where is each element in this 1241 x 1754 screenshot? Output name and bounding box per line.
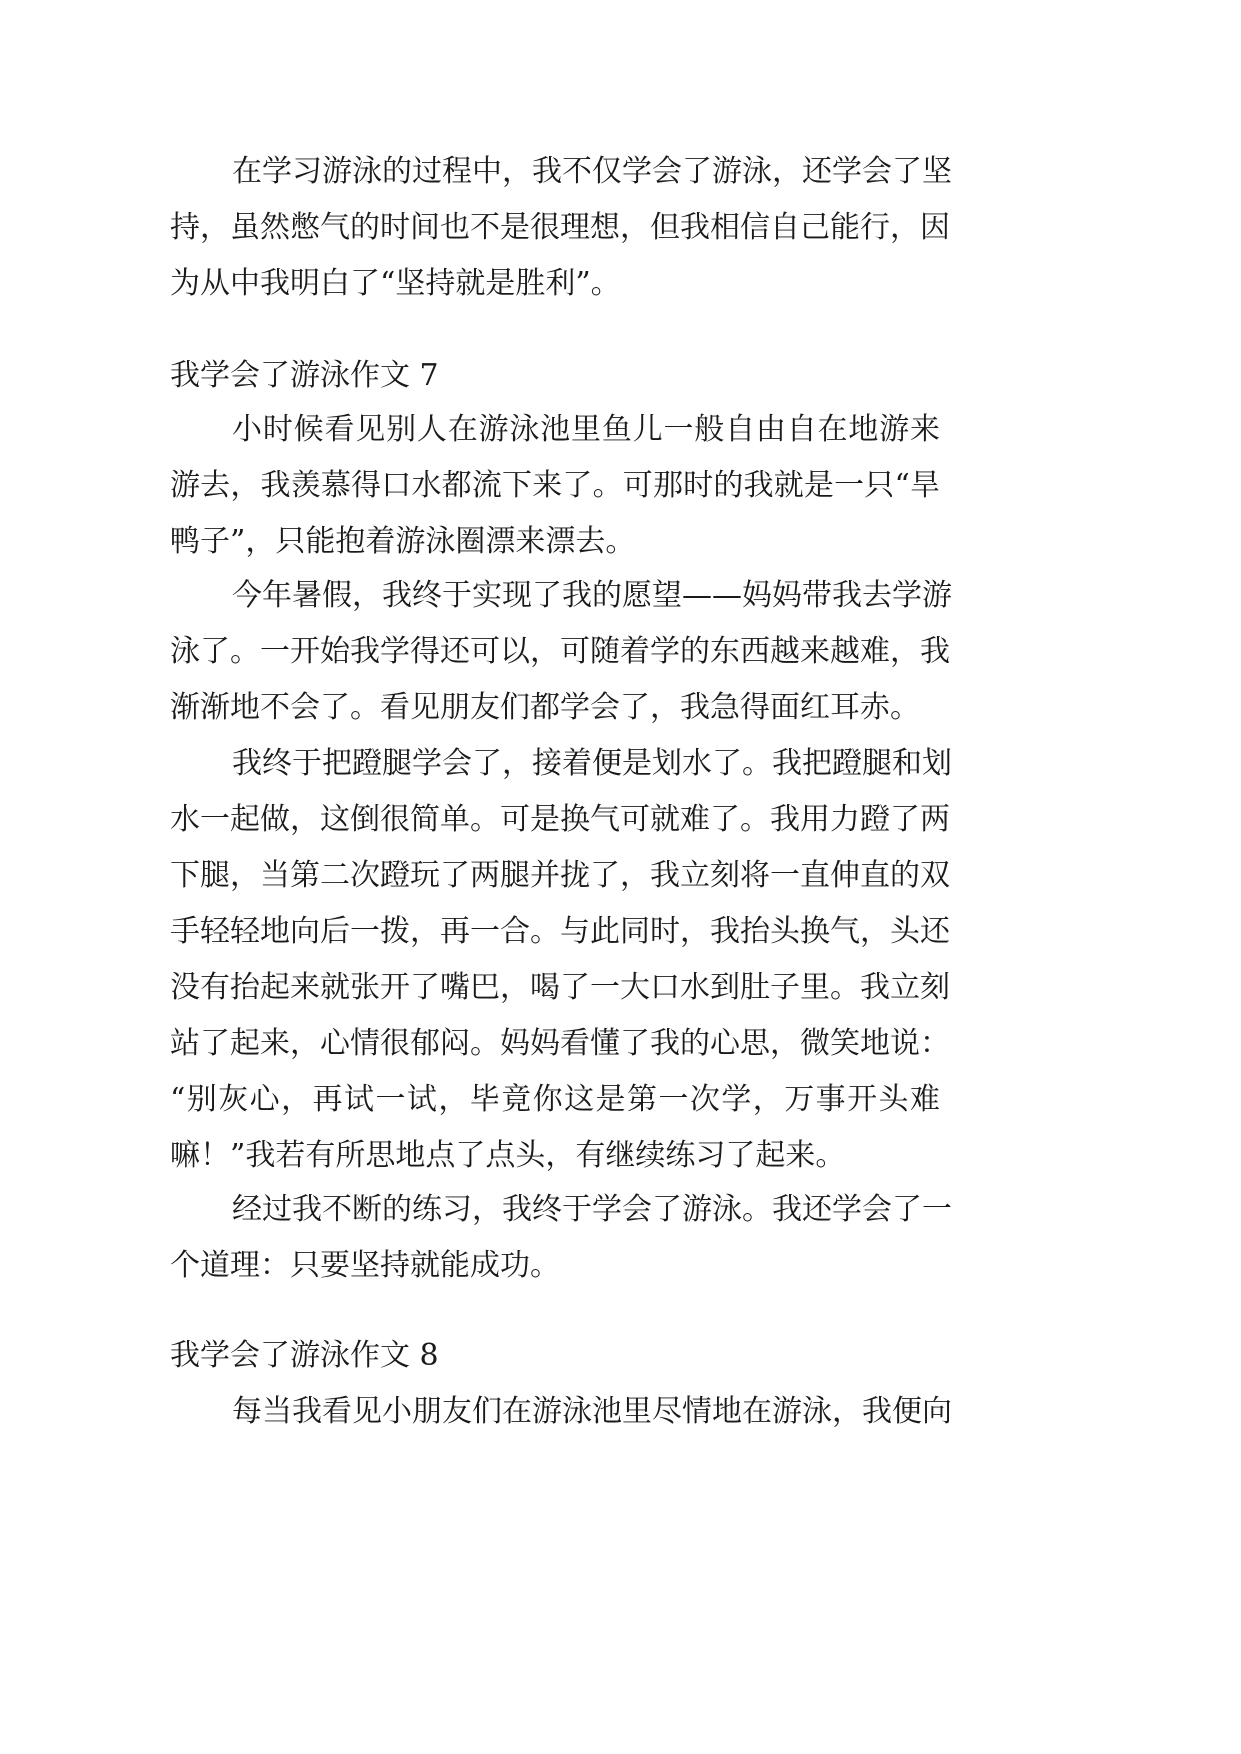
- section-heading: 我学会了游泳作文 7: [170, 358, 439, 393]
- paragraph-line: 手轻轻地向后一拨，再一合。与此同时，我抬头换气，头还: [170, 914, 950, 949]
- paragraph-line: 泳了。一开始我学得还可以，可随着学的东西越来越难，我: [170, 634, 950, 669]
- paragraph-line: 为从中我明白了“坚持就是胜利”。: [170, 266, 621, 301]
- paragraph-line: 站了起来，心情很郁闷。妈妈看懂了我的心思，微笑地说：: [170, 1026, 950, 1061]
- paragraph-line: 水一起做，这倒很简单。可是换气可就难了。我用力蹬了两: [170, 802, 950, 837]
- paragraph-line: 小时候看见别人在游泳池里鱼儿一般自由自在地游来: [232, 412, 940, 447]
- paragraph-line: 持，虽然憋气的时间也不是很理想，但我相信自己能行，因: [170, 210, 950, 245]
- paragraph-line: 今年暑假，我终于实现了我的愿望——妈妈带我去学游: [232, 578, 952, 613]
- paragraph-line: 嘛！”我若有所思地点了点头，有继续练习了起来。: [170, 1138, 846, 1173]
- paragraph-line: 游去，我羡慕得口水都流下来了。可那时的我就是一只“旱: [170, 468, 940, 503]
- paragraph-line: “别灰心，再试一试，毕竟你这是第一次学，万事开头难: [170, 1082, 940, 1117]
- paragraph-line: 在学习游泳的过程中，我不仅学会了游泳，还学会了坚: [232, 154, 952, 189]
- paragraph-line: 经过我不断的练习，我终于学会了游泳。我还学会了一: [232, 1192, 952, 1227]
- paragraph-line: 渐渐地不会了。看见朋友们都学会了，我急得面红耳赤。: [170, 690, 920, 725]
- paragraph-line: 没有抬起来就张开了嘴巴，喝了一大口水到肚子里。我立刻: [170, 970, 950, 1005]
- paragraph-line: 鸭子”，只能抱着游泳圈漂来漂去。: [170, 524, 636, 559]
- section-heading: 我学会了游泳作文 8: [170, 1338, 439, 1373]
- paragraph-line: 下腿，当第二次蹬玩了两腿并拢了，我立刻将一直伸直的双: [170, 858, 950, 893]
- paragraph-line: 每当我看见小朋友们在游泳池里尽情地在游泳，我便向: [232, 1394, 952, 1429]
- paragraph-line: 个道理：只要坚持就能成功。: [170, 1248, 560, 1283]
- paragraph-line: 我终于把蹬腿学会了，接着便是划水了。我把蹬腿和划: [232, 746, 952, 781]
